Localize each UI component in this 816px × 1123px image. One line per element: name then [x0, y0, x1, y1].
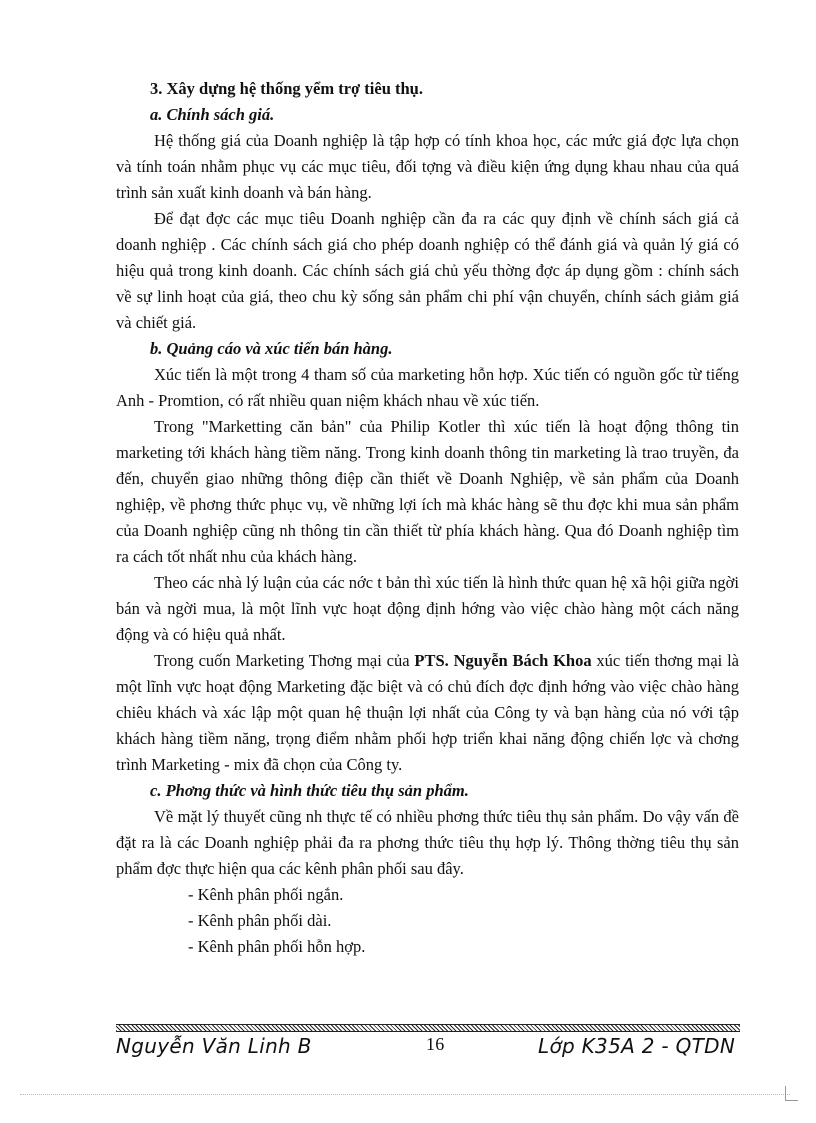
paragraph: Hệ thống giá của Doanh nghiệp là tập hợp có tính khoa học, các mức giá đợc lựa chọn và tính toán nhằm phục vụ các mục tiêu, đối tợng và điều kiện ứng dụng khau nhau của quá trình sản xuất kinh doanh và bán hàng. [116, 131, 739, 202]
list-item: - Kênh phân phối dài. [188, 911, 332, 930]
paragraph [116, 648, 739, 778]
paragraph-text: xúc tiến thơng mại là một lĩnh vực hoạt động Marketing đặc biệt và có chủ đích đợc định hớng vào việc chào hàng chiêu khách và xác lập một quan hệ thuận lợi nhất của Công ty và bạn hàng của nó với tập khách hàng tiềm năng, trọng điểm nhằm phối hợp triển khai năng động chiến lợc và chơng trình Marketing - mix đã chọn của Công ty. [116, 651, 739, 774]
paragraph-text: Trong cuốn Marketing Thơng mại của [154, 651, 415, 670]
paragraph: Về mặt lý thuyết cũng nh thực tế có nhiều phơng thức tiêu thụ sản phẩm. Do vậy vấn đề đặt ra là các Doanh nghiệp phải đa ra phơng thức tiêu thụ hợp lý. Thông thờng tiêu thụ sản phẩm đợc thực hiện qua các kênh phân phối sau đây. [116, 807, 739, 878]
paragraph: Để đạt đợc các mục tiêu Doanh nghiệp cần đa ra các quy định về chính sách giá cả doanh nghiệp . Các chính sách giá cho phép doanh nghiệp có thể đánh giá và quản lý giá có hiệu quả trong kinh doanh. Các chính sách giá chủ yếu thờng đợc áp dụng gồm : chính sách về sự linh hoạt của giá, theo chu kỳ sống sản phẩm chi phí vận chuyển, chính sách giảm giá và chiết giá. [116, 209, 739, 332]
author-name-bold: PTS. Nguyễn Bách Khoa [414, 651, 592, 670]
list-item: - Kênh phân phối ngắn. [188, 885, 344, 904]
subheading-c: c. Phơng thức và hình thức tiêu thụ sản phẩm. [150, 781, 469, 800]
footer-rule [116, 1024, 740, 1032]
footer-class: Lớp K35A 2 - QTDN [538, 1034, 736, 1058]
page-bottom-border [20, 1094, 790, 1095]
list-item: - Kênh phân phối hỗn hợp. [188, 937, 366, 956]
paragraph: Trong "Marketting căn bản" của Philip Kotler thì xúc tiến là hoạt động thông tin marketing tới khách hàng tiềm năng. Trong kinh doanh thông tin marketing là trao truyền, đa đến, chuyển giao những thông điệp cần thiết về Doanh Nghiệp, về sản phẩm của Doanh nghiệp, về phơng thức phục vụ, về những lợi ích mà khác hàng sẽ thu đợc khi mua sản phẩm của Doanh nghiệp cũng nh thông tin cần thiết từ phía khách hàng. Qua đó Doanh nghiệp tìm ra cách tốt nhất nhu của khách hàng. [116, 417, 739, 566]
subheading-a: a. Chính sách giá. [150, 105, 275, 124]
subheading-b: b. Quảng cáo và xúc tiến bán hàng. [150, 339, 393, 358]
page-body [116, 76, 739, 960]
page-corner-mark [785, 1086, 798, 1101]
section-heading: 3. Xây dựng hệ thống yểm trợ tiêu thụ. [150, 79, 423, 98]
page-number: 16 [426, 1034, 445, 1054]
footer-author: Nguyễn Văn Linh B [116, 1034, 312, 1058]
paragraph: Xúc tiến là một trong 4 tham số của marketing hỗn hợp. Xúc tiến có nguồn gốc từ tiếng Anh - Promtion, có rất nhiều quan niệm khách nhau về xúc tiến. [116, 365, 739, 410]
paragraph: Theo các nhà lý luận của các nớc t bản thì xúc tiến là hình thức quan hệ xã hội giữa ngời bán và ngời mua, là một lĩnh vực hoạt động định hớng vào việc chào hàng một cách năng động và có hiệu quả nhất. [116, 573, 739, 644]
